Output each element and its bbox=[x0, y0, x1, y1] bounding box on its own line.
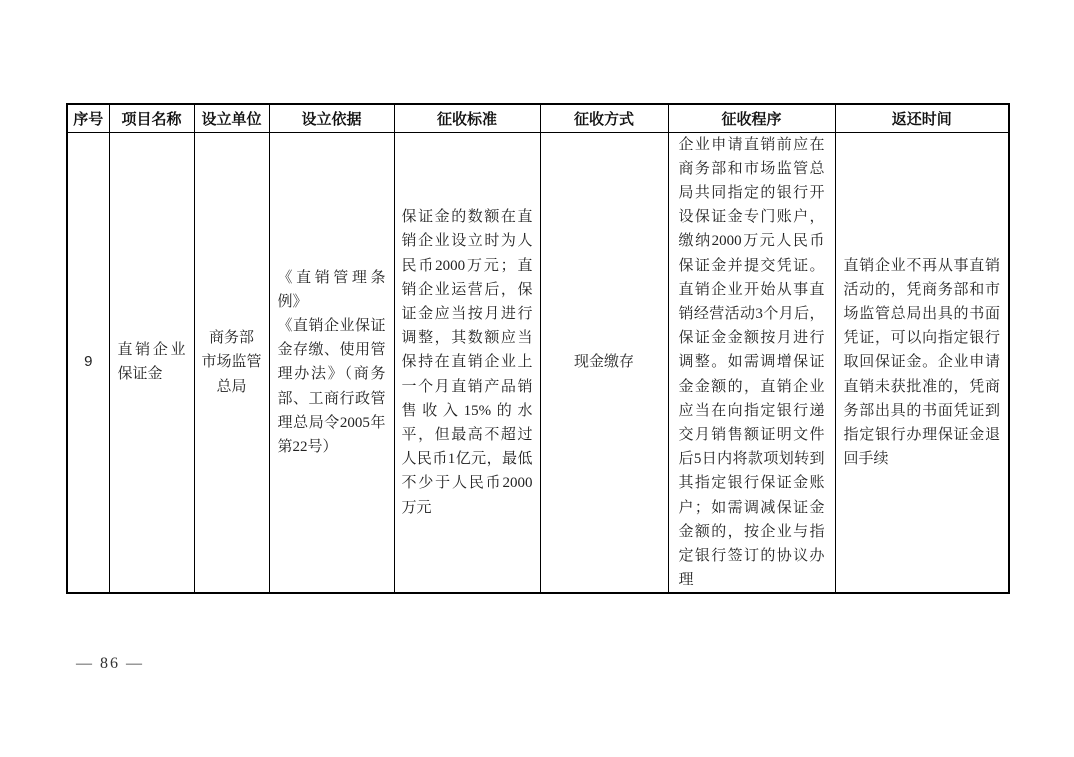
col-header-establishment-basis: 设立依据 bbox=[269, 104, 394, 132]
col-header-collection-standard: 征收标准 bbox=[394, 104, 540, 132]
basis-paragraph-2: 《直销企业保证金存缴、使用管理办法》（商务部、工商行政管理总局令2005年第22号） bbox=[277, 318, 386, 456]
fee-table bbox=[66, 103, 1010, 594]
cell-project-name bbox=[109, 132, 194, 593]
serial-number-text: 9 bbox=[84, 353, 93, 371]
cell-serial-number bbox=[67, 132, 109, 593]
establishing-unit-line: 市场监管总局 bbox=[201, 354, 262, 395]
cell-collection-standard bbox=[394, 132, 540, 593]
establishing-unit-line: 商务部 bbox=[208, 330, 254, 347]
col-header-return-time: 返还时间 bbox=[835, 104, 1009, 132]
collection-standard-text: 保证金的数额在直销企业设立时为人民币2000万元；直销企业运营后，保证金应当按月进行调整，其数额应当保持在直销企业上一个月直销产品销售收入15%的水平，但最高不超过人民币1亿元，最低不少于人民币2000万元 bbox=[401, 209, 533, 516]
page-number: — 86 — bbox=[76, 655, 144, 672]
collection-procedure-text: 企业申请直销前应在商务部和市场监管总局共同指定的银行开设保证金专门账户，缴纳2000万元人民币保证金并提交凭证。直销企业开始从事直销经营活动3个月后，保证金金额按月进行调整。如需调增保证金金额的，直销企业应当在向指定银行递交月销售额证明文件后5日内将款项划转到其指定银行保证金账户；如需调减保证金金额的，按企业与指定银行签订的协议办理 bbox=[678, 136, 825, 589]
cell-establishment-basis bbox=[269, 132, 394, 593]
cell-return-time bbox=[835, 132, 1009, 593]
col-header-serial-number: 序号 bbox=[67, 104, 109, 132]
col-header-establishing-unit: 设立单位 bbox=[194, 104, 269, 132]
basis-paragraph-1: 《直销管理条例》 bbox=[277, 269, 386, 310]
cell-collection-procedure bbox=[668, 132, 835, 593]
cell-establishing-unit bbox=[194, 132, 269, 593]
col-header-collection-procedure: 征收程序 bbox=[668, 104, 835, 132]
table-header-row bbox=[67, 104, 1009, 132]
project-name-text: 直销企业保证金 bbox=[117, 342, 186, 383]
col-header-collection-method: 征收方式 bbox=[540, 104, 668, 132]
collection-method-text: 现金缴存 bbox=[573, 354, 634, 371]
table-row bbox=[67, 132, 1009, 593]
col-header-project-name: 项目名称 bbox=[109, 104, 194, 132]
return-time-text: 直销企业不再从事直销活动的，凭商务部和市场监管总局出具的书面凭证，可以向指定银行取回保证金。企业申请直销未获批准的，凭商务部出具的书面凭证到指定银行办理保证金退回手续 bbox=[843, 257, 1000, 468]
cell-collection-method bbox=[540, 132, 668, 593]
